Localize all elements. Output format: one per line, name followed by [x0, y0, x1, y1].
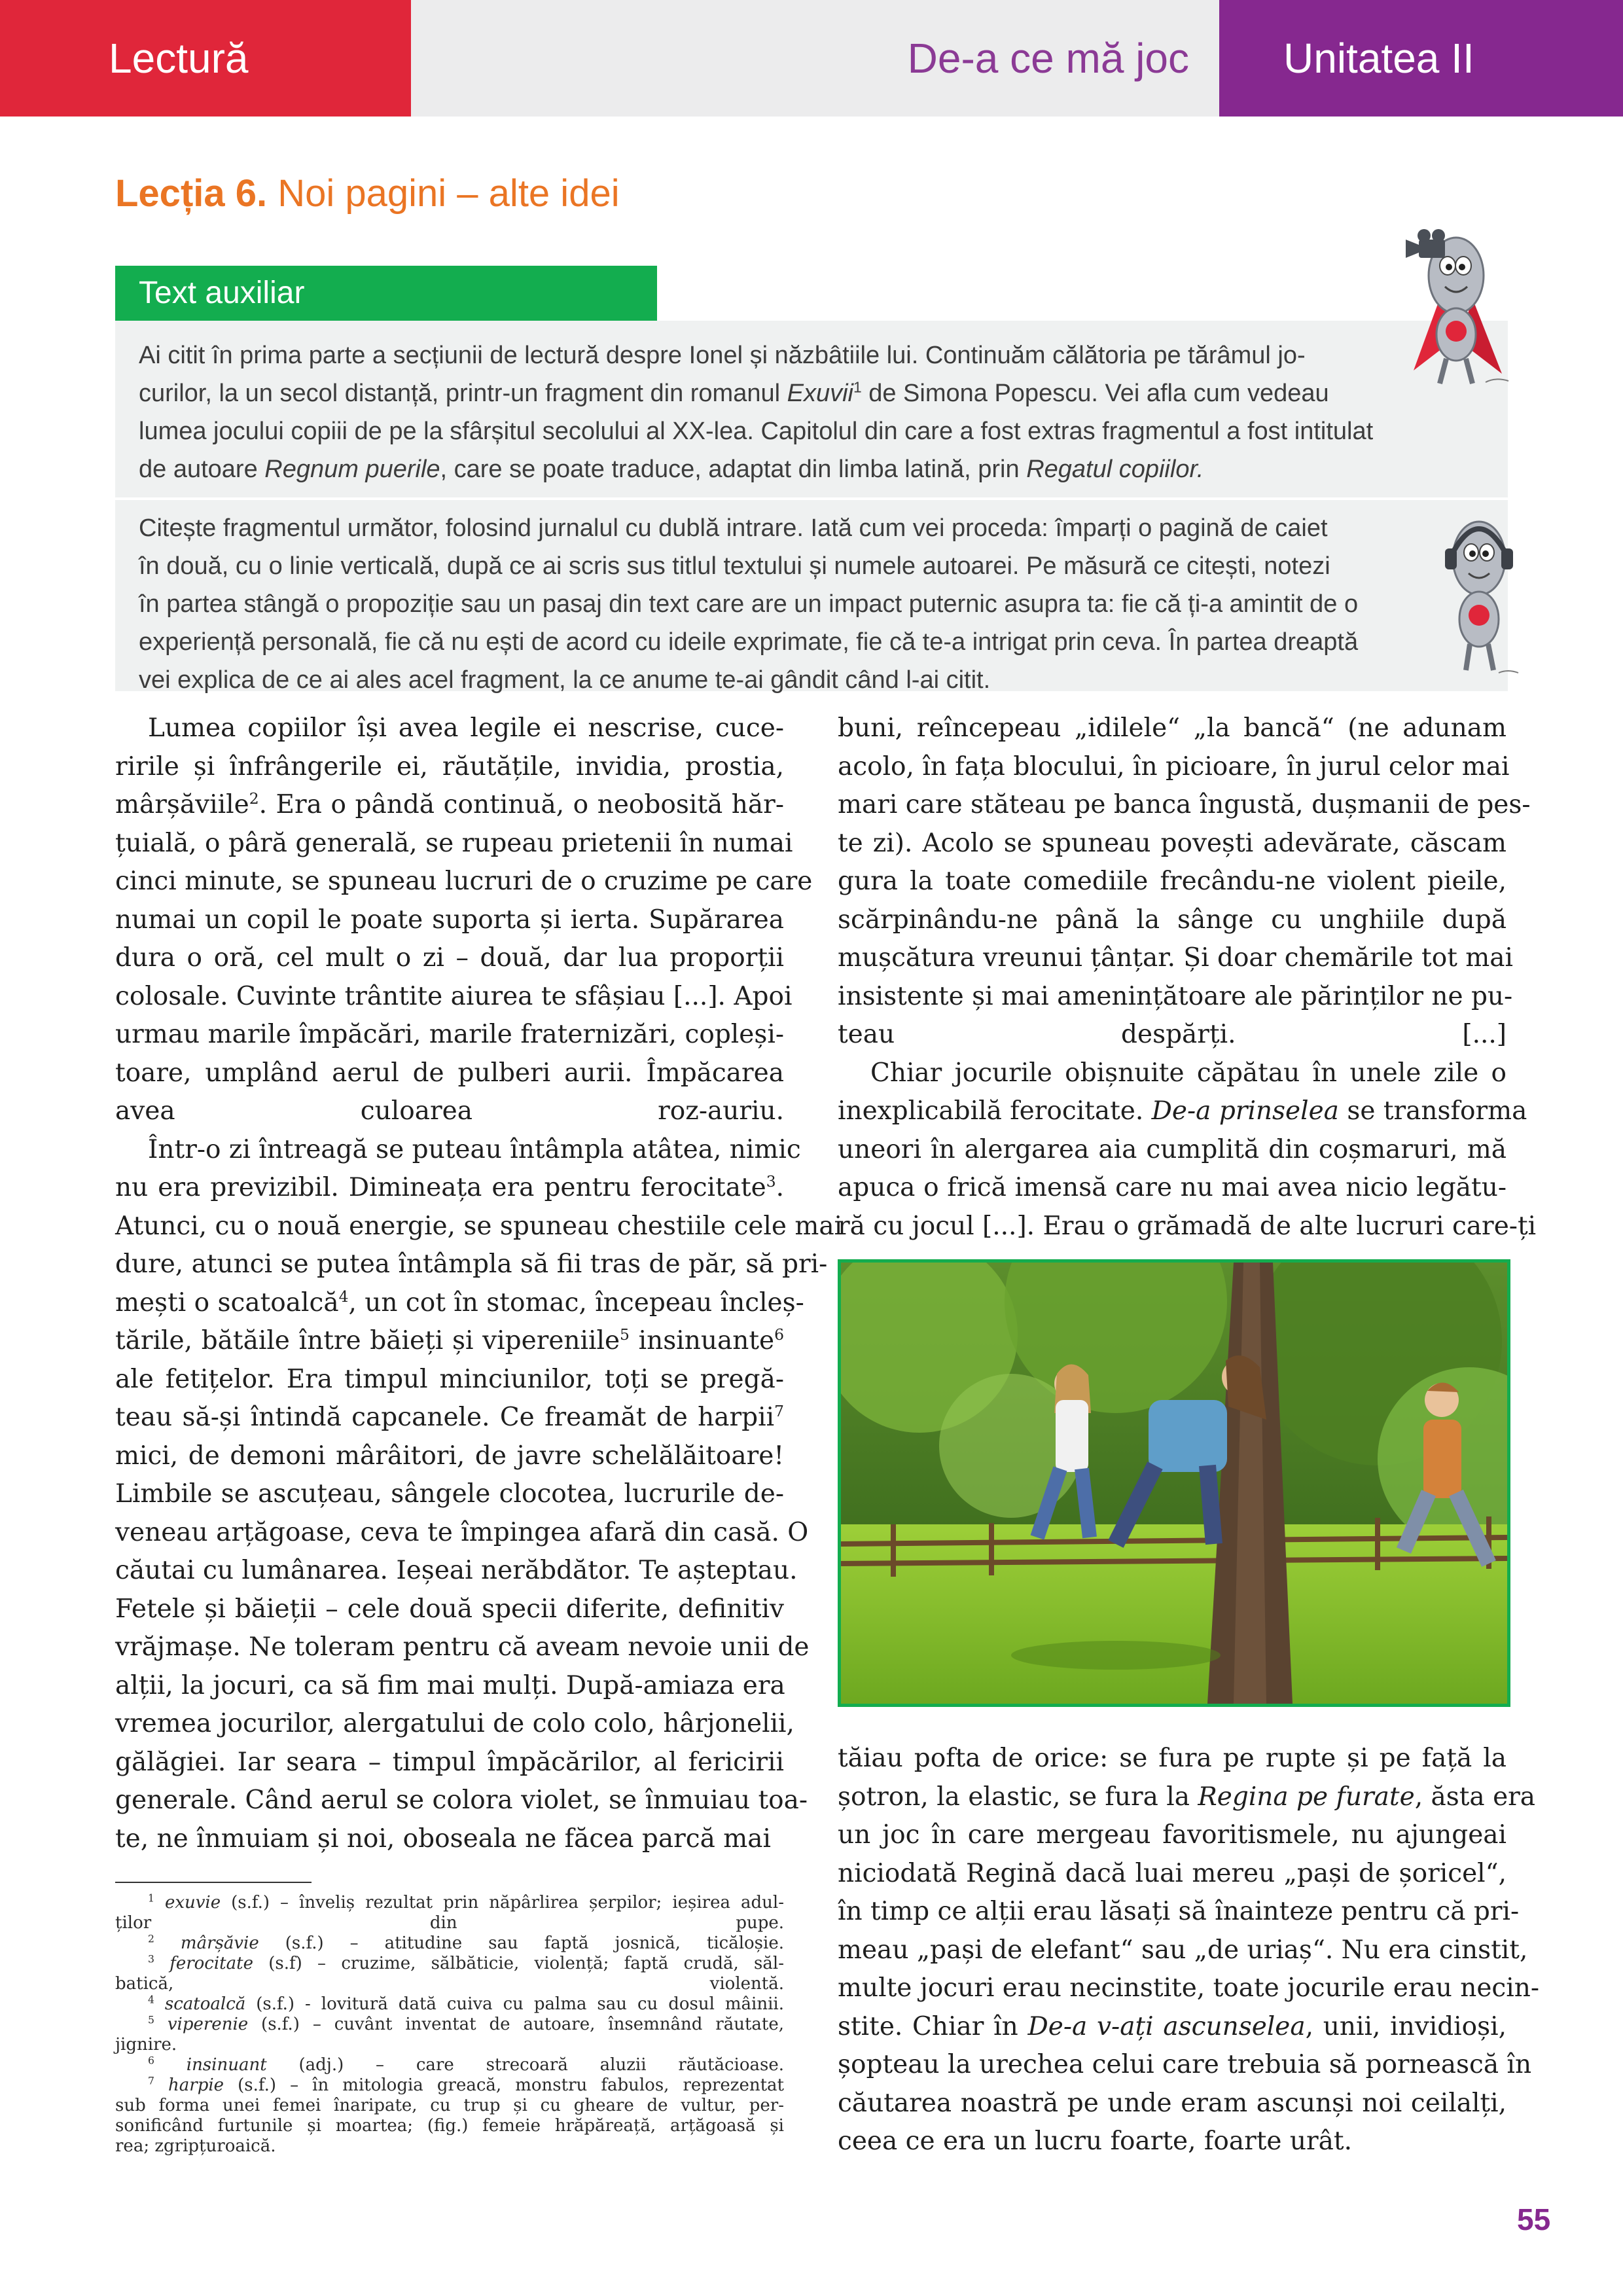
text-line: ră cu jocul [...]. Erau o grămadă de alte lucruri care-ți	[838, 1211, 1537, 1241]
text-line: colosale. Cuvinte trântite aiurea te sfâșiau [...]. Apoi	[115, 981, 793, 1011]
footnotes	[115, 1893, 784, 2157]
lesson-title	[115, 171, 620, 215]
main-text-right-column-bottom	[838, 1740, 1540, 2161]
text-line: buni, reîncepeau „idilele“ „la bancă“ (ne adunam	[838, 713, 1507, 743]
text-line: avea culoarea roz-auriu.	[115, 1096, 784, 1126]
lesson-number: Lecția 6.	[115, 172, 268, 215]
text-line: mari care stăteau pe banca îngustă, dușmanii de pes-	[838, 790, 1531, 819]
text-line: Ai citit în prima parte a secțiunii de lectură despre Ionel și năzbâtiile lui. Continuăm călătoria pe tărâmul jo-	[139, 342, 1306, 369]
text-line: căutarea noastră pe unde eram ascunși noi ceilalți,	[838, 2088, 1507, 2118]
lesson-name: Noi pagini – alte idei	[277, 172, 620, 215]
text-line: nu era previzibil. Dimineața era pentru ferocitate$^3$.	[115, 1172, 784, 1202]
text-line: jignire.	[115, 2035, 177, 2054]
text-line: meau „pași de elefant“ sau „de uriaș“. Nu era cinstit,	[838, 1935, 1528, 1965]
text-line: $^6$ insinuant (adj.) – care strecoară aluzii răutăcioase.	[148, 2054, 785, 2075]
mascot-headphones-icon	[1437, 509, 1522, 681]
text-line: batică, violentă.	[115, 1974, 784, 1994]
text-line: curilor, la un secol distanță, printr-un fragment din romanul Exuvii$^1$ de Simona Popescu. Vei afla cum vedeau	[139, 378, 1329, 407]
text-line: țuială, o pâră generală, se rupeau prietenii în numai	[115, 828, 793, 858]
text-line: dure, atunci se putea întâmpla să fii tras de păr, să pri-	[115, 1249, 828, 1279]
text-line: șotron, la elastic, se fura la Regina pe furate, ăsta era	[838, 1782, 1536, 1812]
text-line: mușcătura vreunui țânțar. Și doar chemările tot mai	[838, 943, 1513, 973]
header-section-title: Lectură	[109, 35, 249, 82]
text-line: $^2$ mârșăvie (s.f.) – atitudine sau faptă josnică, ticăloșie.	[148, 1933, 784, 1953]
text-line: uneori în alergarea aia cumplită din coșmaruri, mă	[838, 1134, 1507, 1164]
text-line: vrăjmașe. Ne toleram pentru că aveam nevoie unii de	[115, 1632, 810, 1662]
main-text-left-column	[115, 709, 843, 1858]
text-line: te, ne înmuiam și noi, oboseala ne făcea parcă mai	[115, 1823, 771, 1854]
text-line: sonificând furtunile și moartea; (fig.) femeie hrăpăreață, arțăgoasă și	[115, 2116, 784, 2136]
text-line: șopteau la urechea celui care trebuia să pornească în	[838, 2050, 1532, 2079]
text-line: Lumea copiilor își avea legile ei nescrise, cuce-	[148, 713, 784, 743]
text-line: gura la toate comediile frecându-ne violent pieile,	[838, 867, 1507, 896]
text-line: multe jocuri erau necinstite, toate jocurile erau necin-	[838, 1973, 1540, 2003]
text-line: experiență personală, fie că nu ești de acord cu ideile exprimate, fie că te-a intrigat prin ceva. În partea dreaptă	[139, 628, 1359, 656]
header-unit-label-bar	[1219, 0, 1623, 117]
text-line: inexplicabilă ferocitate. De-a prinselea se transforma	[838, 1096, 1527, 1126]
text-line: în partea stângă o propoziție sau un pasaj din text care are un impact puternic asupra ta: fie că ți-a amintit de o	[139, 590, 1359, 618]
text-line: vei explica de ce ai ales acel fragment, la ce anume te-ai gândit când l-ai citit.	[139, 666, 991, 694]
header-section-bar	[0, 0, 411, 117]
text-line: de autoare Regnum puerile, care se poate traduce, adaptat din limba latină, prin Regatul copiilor.	[139, 456, 1204, 483]
main-text-right-column-top	[838, 709, 1537, 1246]
text-line: te zi). Acolo se spuneau povești adevărate, căscam	[838, 828, 1507, 858]
text-line: niciodată Regină dacă luai mereu „pași de șoricel“,	[838, 1858, 1507, 1888]
text-line: lumea jocului copiii de pe la sfârșitul secolului al XX-lea. Capitolul din care a fost extras fragmentul a fost intitulat	[139, 418, 1374, 445]
text-line: insistente și mai amenințătoare ale părinților ne pu-	[838, 981, 1513, 1011]
text-line: ririle și înfrângerile ei, răutățile, invidia, prostia,	[115, 751, 784, 781]
header-unit-bar	[411, 0, 1219, 117]
text-line: Citește fragmentul următor, folosind jurnalul cu dublă intrare. Iată cum vei proceda: împarți o pagină de caiet	[139, 514, 1328, 542]
text-line: apuca o frică imensă care nu mai avea nicio legătu-	[838, 1173, 1507, 1202]
children-playing-photo-icon	[841, 1263, 1507, 1704]
text-line: numai un copil le poate suporta și ierta. Supărarea	[115, 905, 784, 935]
instruction-paragraph	[139, 509, 1461, 699]
page-number: 55	[1517, 2202, 1551, 2236]
text-line: $^4$ scatoalcă (s.f.) - lovitură dată cuiva cu palma sau cu dosul mâinii.	[148, 1994, 784, 2014]
text-line: Limbile se ascuțeau, sângele clocotea, lucrurile de-	[115, 1479, 784, 1509]
photo-children-playing	[838, 1259, 1510, 1707]
text-line: în două, cu o linie verticală, după ce ai scris sus titlul textului și numele autoarei. Pe măsură ce citești, notezi	[139, 552, 1330, 580]
text-line: cinci minute, se spuneau lucruri de o cruzime pe care	[115, 867, 813, 896]
header-unit-label: Unitatea II	[1283, 35, 1474, 82]
text-line: căutai cu lumânarea. Ieșeai nerăbdător. Te așteptau.	[115, 1556, 798, 1585]
text-line: rea; zgripțuroaică.	[115, 2136, 276, 2156]
text-line: sub forma unei femei înaripate, cu trup și cu gheare de vultur, per-	[115, 2096, 784, 2115]
text-line: vremea jocurilor, alergatului de colo colo, hârjonelii,	[115, 1709, 794, 1738]
text-line: $^7$ harpie (s.f.) – în mitologia greacă, monstru fabulos, reprezentat	[148, 2075, 785, 2095]
text-line: tările, bătăile între băieți și vipereniile$^5$ insinuante$^6$	[115, 1325, 784, 1355]
text-line: mârșăviile$^2$. Era o pândă continuă, o neobosită hăr-	[115, 789, 784, 819]
text-line: ceea ce era un lucru foarte, foarte urât.	[838, 2126, 1352, 2156]
auxiliary-paragraph	[139, 336, 1487, 488]
mascot-camera-icon	[1394, 220, 1518, 397]
auxiliary-tab: Text auxiliar	[115, 266, 657, 321]
text-line: gălăgiei. Iar seara – timpul împăcărilor, al fericirii	[115, 1747, 784, 1777]
text-line: Chiar jocurile obișnuite căpătau în unele zile o	[870, 1058, 1507, 1088]
text-line: stite. Chiar în De-a v-ați ascunselea, unii, invidioși,	[838, 2011, 1507, 2041]
text-line: mici, de demoni mârâitori, de javre schelălăitoare!	[115, 1441, 784, 1471]
text-line: un joc în care mergeau favoritismele, nu ajungeai	[838, 1820, 1507, 1850]
text-line: teau despărți. [...]	[838, 1020, 1507, 1049]
text-line: urmau marile împăcări, marile fraternizări, copleși-	[115, 1020, 784, 1049]
text-line: $^3$ ferocitate (s.f) – cruzime, sălbăticie, violență; faptă crudă, săl-	[148, 1953, 784, 1973]
text-line: acolo, în fața blocului, în picioare, în jurul celor mai	[838, 751, 1510, 781]
text-line: Fetele și băieții – cele două specii diferite, definitiv	[115, 1594, 784, 1624]
text-line: $^1$ exuvie (s.f.) – înveliș rezultat prin năpârlirea șerpilor; ieșirea adul-	[148, 1892, 784, 1912]
text-line: ale fetițelor. Era timpul minciunilor, toți se pregă-	[115, 1364, 784, 1394]
text-line: teau să-și întindă capcanele. Ce freamăt de harpii$^7$	[115, 1402, 784, 1432]
text-line: tăiau pofta de orice: se fura pe rupte și pe față la	[838, 1744, 1507, 1773]
text-line: generale. Când aerul se colora violet, se înmuiau toa-	[115, 1785, 808, 1815]
text-line: scărpinându-ne până la sânge cu unghiile după	[838, 905, 1507, 935]
text-line: toare, umplând aerul de pulberi aurii. Împăcarea	[115, 1058, 784, 1088]
text-line: ților din pupe.	[115, 1913, 784, 1933]
footnote-divider	[115, 1882, 312, 1883]
text-line: Într-o zi întreagă se puteau întâmpla atâtea, nimic	[148, 1134, 801, 1164]
text-line: Atunci, cu o nouă energie, se spuneau chestiile cele mai	[115, 1211, 843, 1241]
text-line: alții, la jocuri, ca să fim mai mulți. După-amiaza era	[115, 1670, 785, 1700]
header-unit-title: De-a ce mă joc	[907, 35, 1189, 82]
text-line: în timp ce alții erau lăsați să înainteze pentru că pri-	[838, 1897, 1520, 1926]
text-line: $^5$ viperenie (s.f.) – cuvânt inventat de autoare, însemnând răutate,	[148, 2014, 785, 2034]
text-line: mești o scatoalcă$^4$, un cot în stomac, începeau încleș-	[115, 1287, 804, 1318]
text-line: veneau arțăgoase, ceva te împingea afară din casă. O	[115, 1517, 809, 1547]
text-line: dura o oră, cel mult o zi – două, dar lua proporții	[115, 943, 784, 973]
